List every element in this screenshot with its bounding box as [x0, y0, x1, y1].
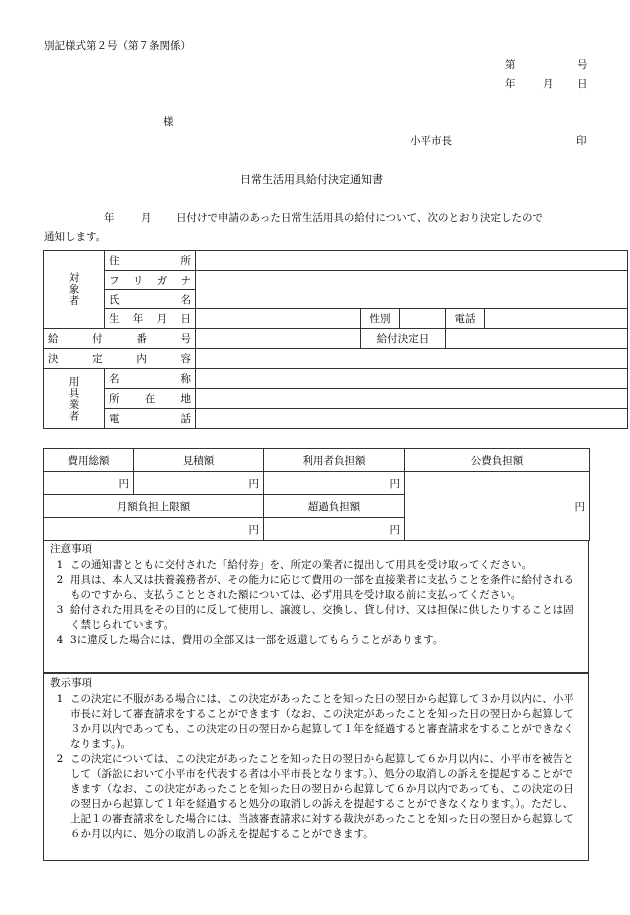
intro-year: 年 — [104, 212, 115, 224]
gender-label: 性別 — [361, 309, 400, 329]
name-label: 氏 名 — [105, 290, 196, 309]
benefit-number-field[interactable] — [196, 329, 361, 349]
total-cost-label: 費用総額 — [44, 449, 134, 472]
total-cost-yen[interactable]: 円 — [44, 472, 134, 495]
excess-burden-yen[interactable]: 円 — [264, 518, 405, 541]
list-item: 2 用具は、本人又は扶養義務者が、その能力に応じて費用の一部を直接業者に支払うことを条件に給付されるものですから、支払うこととされた額については、必ず用具を受け取る前に支払ってください。 — [56, 574, 574, 601]
seal-mark: 印 — [576, 135, 587, 147]
vendor-phone-field[interactable] — [196, 409, 628, 429]
phone-field[interactable] — [485, 309, 628, 329]
estimate-yen[interactable]: 円 — [134, 472, 264, 495]
subject-group-label: 対象者 — [44, 251, 105, 329]
phone-label: 電話 — [446, 309, 485, 329]
decision-content-label: 決 定 内 容 — [44, 349, 196, 369]
decision-content-field[interactable] — [196, 349, 628, 369]
number-prefix: 第 — [505, 59, 516, 71]
address-field[interactable] — [196, 251, 628, 271]
document-title: 日常生活用具給付決定通知書 — [240, 173, 383, 186]
vendor-group-label: 用具業者 — [44, 369, 105, 429]
notes-section — [43, 540, 589, 673]
list-item: 4 3に違反した場合には、費用の全部又は一部を返還してもらうことがあります。 — [56, 634, 444, 646]
vendor-name-label: 名 称 — [105, 369, 196, 389]
public-burden-yen[interactable]: 円 — [405, 472, 590, 541]
vendor-phone-label: 電 話 — [105, 409, 196, 429]
instructions-section — [43, 673, 589, 861]
date-day: 日 — [577, 78, 588, 90]
address-label: 住 所 — [105, 251, 196, 271]
excess-burden-label: 超過負担額 — [264, 495, 405, 518]
list-item: 1 この通知書とともに交付された「給付券」を、所定の業者に提出して用具を受け取ってください。 — [56, 559, 532, 571]
issuer: 小平市長 — [410, 135, 452, 147]
name-field[interactable] — [196, 271, 628, 309]
vendor-name-field[interactable] — [196, 369, 628, 389]
vendor-location-label: 所 在 地 — [105, 389, 196, 409]
benefit-decision-date-field[interactable] — [446, 329, 628, 349]
user-burden-yen[interactable]: 円 — [264, 472, 405, 495]
furigana-label: フ リ ガ ナ — [105, 271, 196, 290]
recipient-honorific: 様 — [163, 116, 174, 128]
estimate-label: 見積額 — [134, 449, 264, 472]
date-month: 月 — [543, 78, 554, 90]
gender-field[interactable] — [400, 309, 446, 329]
intro-text: 日付けで申請のあった日常生活用具の給付について、次のとおり決定したので — [176, 212, 543, 224]
list-item: 2 この決定については、この決定があったことを知った日の翌日から起算して６か月以内に、小平市を被告として（訴訟において小平市を代表する者は小平市長となります。）、処分の取消しの訴えを提起することができます（なお、この決定があったことを知った日の翌日から起算して６か月以内であっても、この決定の日の翌日から起算して１年を経過すると処分の取消しの訴えを提起することができなくなります。）。ただし、上記１の審査請求をした場合には、当該審査請求に対する裁決があったことを知った日の翌日から起算して６か月以内に、処分の取消しの訴えを提起することができます。 — [56, 753, 574, 840]
applicant-table — [43, 250, 628, 429]
benefit-number-label: 給 付 番 号 — [44, 329, 196, 349]
public-burden-label: 公費負担額 — [405, 449, 590, 472]
instructions-heading: 教示事項 — [50, 677, 92, 689]
birthdate-field[interactable] — [196, 309, 361, 329]
user-burden-label: 利用者負担額 — [264, 449, 405, 472]
date-year: 年 — [505, 78, 516, 90]
intro-month: 月 — [141, 212, 152, 224]
vendor-location-field[interactable] — [196, 389, 628, 409]
number-suffix: 号 — [577, 59, 588, 71]
benefit-decision-date-label: 給付決定日 — [361, 329, 446, 349]
monthly-cap-yen[interactable]: 円 — [44, 518, 264, 541]
intro-text-line2: 通知します。 — [44, 231, 107, 243]
form-label: 別記様式第２号（第７条関係） — [44, 40, 191, 52]
list-item: 1 この決定に不服がある場合には、この決定があったことを知った日の翌日から起算して３か月以内に、小平市長に対して審査請求をすることができます（なお、この決定があったことを知った日の翌日から起算して３か月以内であっても、この決定の日の翌日から起算して１年を経過すると審査請求をすることができなくなります。)。 — [56, 693, 574, 750]
costs-table — [43, 448, 590, 541]
monthly-cap-label: 月額負担上限額 — [44, 495, 264, 518]
birthdate-label: 生 年 月 日 — [105, 309, 196, 329]
notes-heading: 注意事項 — [50, 543, 92, 555]
list-item: 3 給付された用具をその目的に反して使用し、譲渡し、交換し、貸し付け、又は担保に供したりすることは固く禁じられています。 — [56, 604, 574, 631]
